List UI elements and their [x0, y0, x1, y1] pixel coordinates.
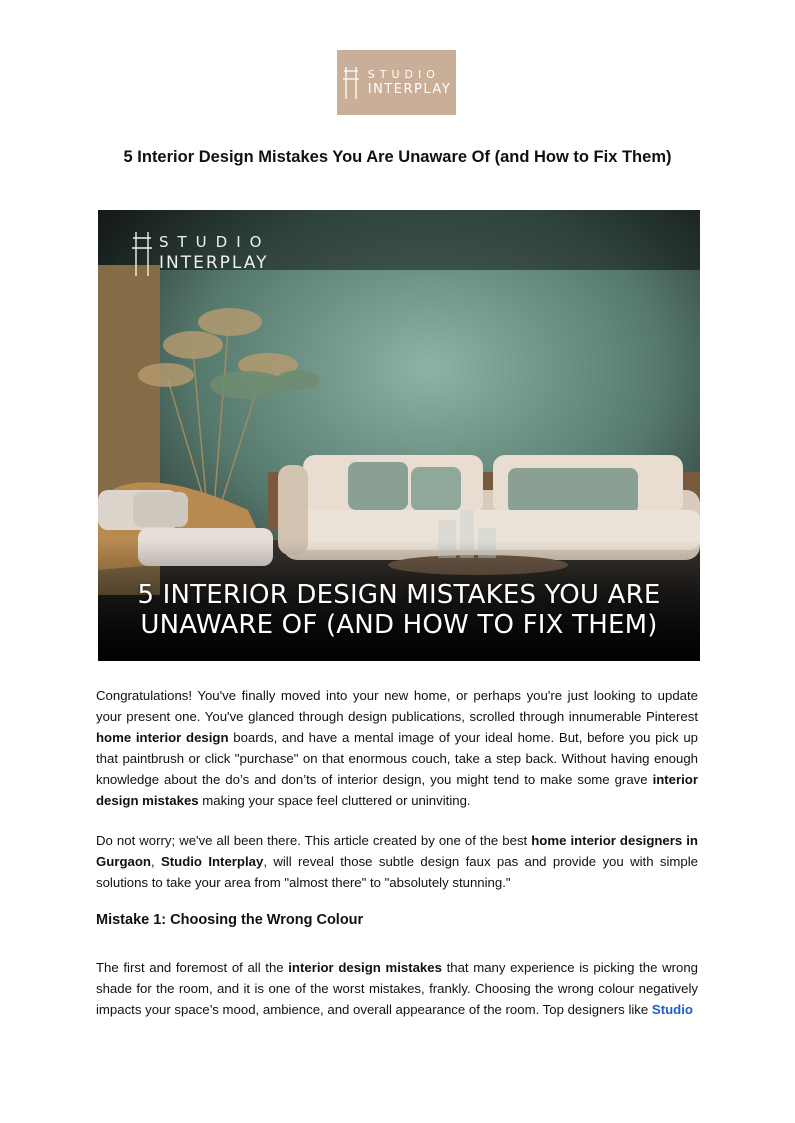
p1-text-2: boards, and have a mental image of your ideal home. But, before you pick up that paintbrush or click "purchase" on that enormous couch, take a step back. Without having enough knowledge about the do’s and don’ts of interior design, you might tend to make some grave [96, 730, 698, 787]
hero-logo-mark-icon [131, 228, 153, 278]
p3-text-1: The first and foremost of all the [96, 960, 289, 975]
p2-text-3: , will reveal those subtle design faux pas and provide you with simple solutions to take your area from "almost there" to "absolutely stunning." [96, 854, 698, 890]
hero-headline [108, 580, 690, 640]
brand-logo [337, 50, 456, 115]
hero-logo-studio: STUDIO [159, 233, 271, 251]
p2-text-1: Do not worry; we've all been there. This article created by one of the best [96, 833, 532, 848]
mistake-1-paragraph [96, 957, 698, 1020]
page-title: 5 Interior Design Mistakes You Are Unaware Of (and How to Fix Them) [123, 148, 672, 166]
hero-logo [131, 228, 270, 278]
hero-headline-line2: UNAWARE OF (AND HOW TO FIX THEM) [140, 610, 658, 640]
intro-paragraph [96, 685, 698, 811]
p2-text-2: , [150, 854, 161, 869]
logo-text-studio: STUDIO [367, 68, 440, 81]
p1-bold-1: home interior design [96, 730, 229, 745]
p1-text-1: Congratulations! You've finally moved into your new home, or perhaps you're just looking to update your present one. You've glanced through design publications, scrolled through innumerable Pinterest [96, 688, 698, 724]
hero-image [98, 210, 700, 661]
p2-bold-1: home interior designers in Gurgaon [96, 833, 698, 869]
p3-text-2: that many experience is picking the wrong shade for the room, and it is one of the worst mistakes, frankly. Choosing the wrong colour negatively impacts your space’s mood, ambience, and overall appearance of the room. Top designers like [96, 960, 698, 1017]
p1-text-3: making your space feel cluttered or uninviting. [198, 793, 471, 808]
second-paragraph [96, 830, 698, 893]
p2-bold-2: Studio Interplay [160, 854, 264, 869]
p1-bold-2: interior design mistakes [96, 772, 698, 808]
p3-bold-1: interior design mistakes [288, 960, 442, 975]
logo-mark-icon [342, 63, 360, 103]
studio-link[interactable]: Studio [651, 1002, 693, 1017]
section-heading-mistake-1: Mistake 1: Choosing the Wrong Colour [96, 912, 364, 928]
hero-logo-interplay: INTERPLAY [159, 253, 269, 273]
hero-headline-line1: 5 INTERIOR DESIGN MISTAKES YOU ARE [137, 580, 661, 610]
logo-text-interplay: INTERPLAY [367, 82, 452, 97]
